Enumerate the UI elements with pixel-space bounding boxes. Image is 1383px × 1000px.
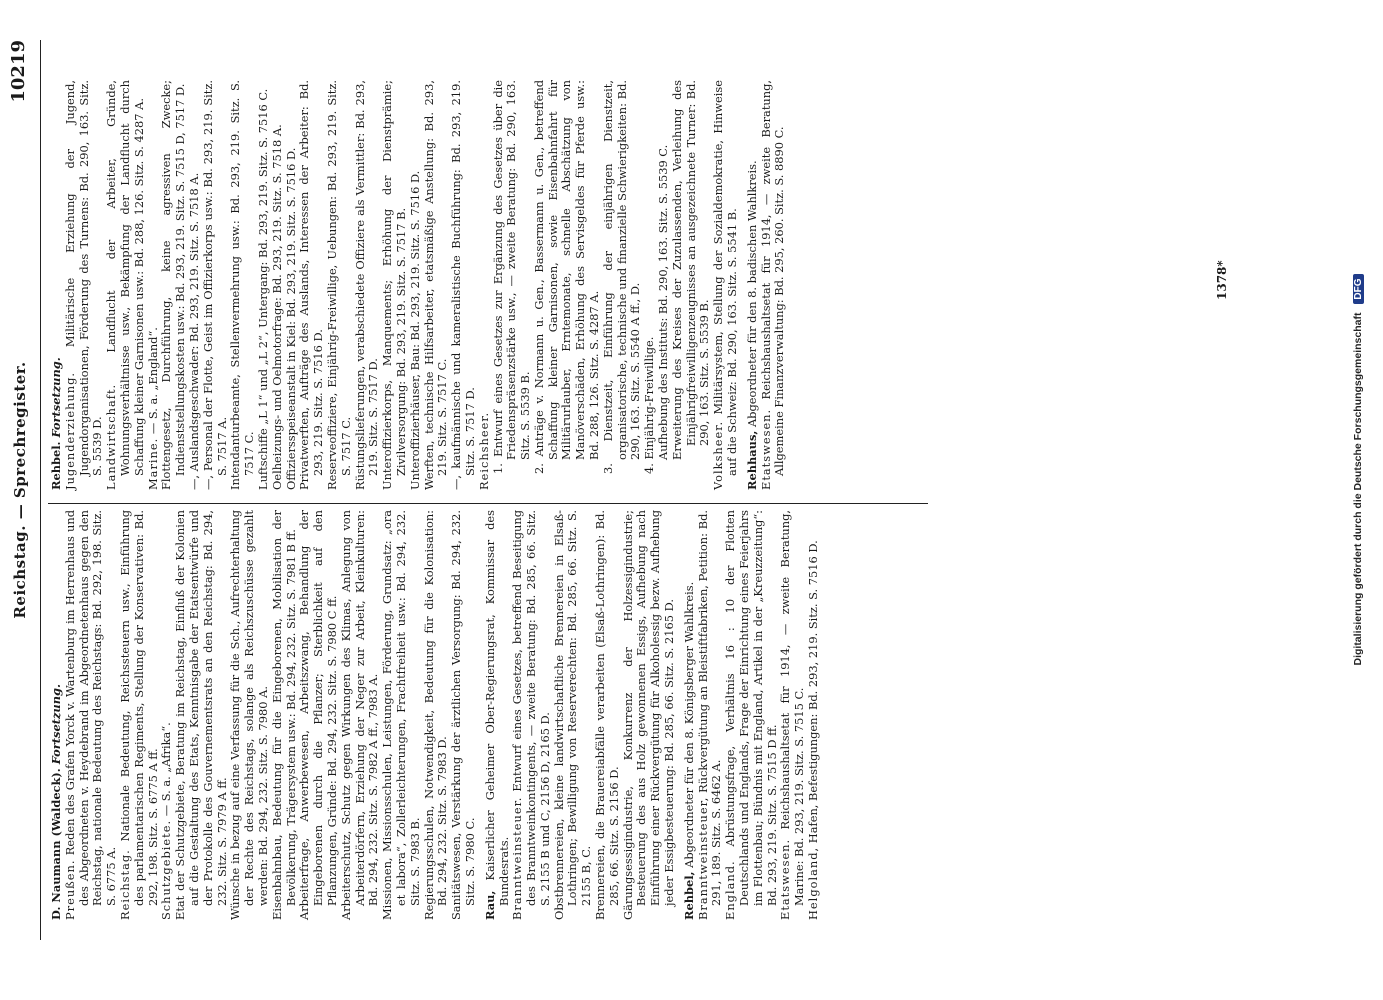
list-item [354, 80, 382, 490]
list-item [511, 510, 552, 920]
entry-text: Obstbrennereien, kleine landwirtschaftliche Brennereien in Elsaß-Lothringen; Bewilligung von Reserverechten: Bd. 285, 66. Sitz. S. 2155 B, C. [551, 510, 594, 920]
entry-key: Reichsheer. [476, 411, 491, 490]
entry-key: Helgoland, [806, 846, 821, 920]
list-item [423, 510, 451, 920]
entry-text: Etat der Schutzgebiete, Beratung im Reichstag, Einfluß der Kolonien auf die Gestaltung des Etats, Kenntnisgabe der Etatsentwürfe und der Protokolle des Gouvernementsrats an den Reichstag: Bd. 294, 232. Sitz. S. 7979 A ff. [173, 510, 229, 920]
entry-text: Luftschiffe „L 1“ und „L 2“, Untergang: Bd. 293, 219. Sitz. S. 7516 C. [255, 88, 270, 490]
entry-text: Eisenbahnbau, Bedeutung für die Eingeborenen, Mobilisation der Bevölkerung, Trägersystem usw.: Bd. 294, 232. Sitz. S. 7981 B ff. [269, 510, 298, 920]
entry-text: Oelheizungs- und Oelmotorfrage: Bd. 293, 219. Sitz. S. 7518 A. [269, 124, 284, 490]
entry-text: —, Auslandsgeschwader: Bd. 293, 219. Sitz. S. 7518 A. [186, 172, 201, 490]
list-item [105, 80, 146, 490]
list-item [492, 80, 533, 490]
list-item [271, 510, 299, 920]
entry-text: Militärsystem, Stellung der Sozialdemokratie, Hinweise auf die Schweiz: Bd. 290, 163. Sitz. S. 5541 B. [711, 80, 740, 476]
list-item [64, 80, 105, 490]
list-item [657, 80, 671, 490]
list-item [712, 80, 740, 490]
entry-text: Reserveoffiziere, Einjährig-Freiwillige, Uebungen: Bd. 293, 219. Sitz. S. 7517 C. [324, 80, 353, 490]
reichsheer-heading [478, 80, 492, 490]
entry-text: Erweiterung des Kreises der Zuzulassenden, Verleihung des Einjährigfreiwilligenzeugnisses an ausgezeichnete Turner: Bd. 290, 163. Sitz. S. 5539 B. [669, 80, 712, 460]
page-header [0, 40, 40, 940]
list-item [340, 510, 381, 920]
entry-text: Reden des Grafen Yorck v. Wartenburg im Herrenhaus und des Abgeordneten v. Heydebrand im Abgeordnetenhaus gegen den Reichstag, nationale Bedeutung des Reichstags: Bd. 292, 198. Sitz. S. 6775 A. [62, 510, 119, 906]
sheet-number: 1378* [1215, 260, 1229, 300]
entry-key: Marine. [145, 437, 160, 490]
list-item [622, 510, 677, 920]
list-item [697, 510, 725, 920]
entry-text: — S. a. „England“. [145, 327, 160, 435]
entry-text: Privatwerften, Aufträge des Auslands, Interessen der Arbeiter: Bd. 293, 219. Sitz. S. 7516 D. [297, 80, 326, 490]
reichsheer-items [492, 80, 658, 490]
list-item [202, 80, 230, 490]
entry-text: Entwurf eines Gesetzes, betreffend Beseitigung des Branntweinkontingents, — zweite Beratung: Bd. 285, 66. Sitz. S. 2155 B und C, 2156 D, 2165 D. [510, 510, 552, 906]
entry-text: Flottengesetz, Durchführung, keine agressiven Zwecke; Indienststellungskosten usw.: Bd. 293, 219. Sitz. S. 7515 D, 7517 D. [159, 80, 188, 490]
rau-heading [484, 510, 512, 920]
rehhaus-entries [760, 80, 788, 490]
funding-note [1352, 0, 1364, 960]
list-item [298, 80, 326, 490]
left-column [50, 510, 821, 920]
heading-prefix: D. [49, 902, 63, 920]
page-number: 10219 [8, 40, 29, 103]
funding-text: Digitalisierung gefördert durch die Deutsche Forschungsgemeinschaft [1352, 312, 1364, 666]
entry-key: Branntweinsteuer. [510, 796, 525, 920]
column-divider [48, 503, 928, 504]
entry-key: Schutzgebiete. [159, 819, 174, 920]
rehbel-name: Rehbel, [681, 871, 696, 920]
entry-text: —, Personal der Flotte, Geist im Offizierkorps usw.: Bd. 293, 219. Sitz. S. 7517 A. [200, 80, 229, 490]
list-item [298, 510, 339, 920]
entry-text: Gärungsessigindustrie, Konkurrenz der Holzessigindustrie; Besteuerung des aus Holz gewonnenen Essigs, Aufhebung nach Einführung einer Rückvergütung für Alkoholessig bezw. Aufhebung jeder Essigbesteuerung: Bd. 285, 66. Sitz. S. 2165 D. [620, 510, 677, 920]
entry-key: Branntweinsteuer, [695, 796, 710, 920]
list-item [423, 80, 451, 490]
right-entries [64, 80, 478, 490]
heading-name: Rehbel. [49, 441, 63, 490]
list-item [779, 510, 807, 920]
entry-key: Jugenderziehung. [62, 371, 77, 490]
entry-text: Intendanturbeamte, Stellenvermehrung usw.: Bd. 293, 219. Sitz. S. 7517 C. [228, 80, 257, 490]
entry-text: Reichshaushaltsetat für 1914, — zweite Beratung, Allgemeine Finanzverwaltung: Bd. 295, 260. Sitz. S. 8890 C. [758, 80, 787, 476]
entry-key: Etatswesen. [778, 838, 793, 920]
entry-text: Arbeiterschutz, Schutz gegen Wirkungen des Klimas, Anlegung von Arbeiterdörfern, Erziehung der Neger zur Arbeit, Kleinkulturen: Bd. 294, 232. Sitz. S. 7982 A ff., 7983 A. [338, 510, 381, 920]
list-item [671, 80, 712, 490]
entry-text: Werften, technische Hilfsarbeiter, etatsmäßige Anstellung: Bd. 293, 219. Sitz. S. 7517 C. [421, 80, 450, 490]
entry-text: Nationale Bedeutung, Reichssteuern usw., Einführung des parlamentarischen Regiments, Stellung der Konservativen: Bd. 292, 198. Sitz. S. 6775 A ff. [117, 510, 160, 906]
entry-text: 3. Dienstzeit, Einführung der einjährigen Dienstzeit, organisatorische, technische und finanzielle Schwierigkeiten: Bd. 290, 163. Sitz. S. 5540 A ff., D. [600, 80, 643, 474]
entry-text: Unteroffizierkorps, Manquements; Erhöhung der Dienstprämie; Zivilversorgung: Bd. 293, 219. Sitz. S. 7517 B. [380, 80, 408, 490]
entry-key: England. [723, 860, 738, 920]
entry-text: Arbeiterfrage, Anwerbewesen, Arbeitszwang, Behandlung der Eingeborenen durch die Pflanzer; Sterblichkeit auf den Pflanzungen, Gründe: Bd. 294, 232. Sitz. S. 7980 C ff. [297, 510, 339, 920]
rehhaus-heading [746, 80, 760, 490]
rau-name: Rau, [482, 890, 497, 920]
entry-text: Reichshaushaltsetat für 1914, — zweite Beratung, Marine: Bd. 293, 219. Sitz. S. 7515 C. [778, 510, 807, 906]
list-item [174, 510, 229, 920]
dfg-logo: DFG [1353, 275, 1364, 304]
rehhaus-title: Abgeordneter für den 8. badischen Wahlkreis. [744, 160, 759, 428]
entry-key: Reichstag. [117, 849, 132, 920]
entry-text: Aufhebung des Instituts: Bd. 290, 163. Sitz. S. 5539 C. [656, 144, 671, 460]
entry-key: Preußen. [62, 859, 77, 920]
rau-title: Kaiserlicher Geheimer Ober-Regierungsrat, Kommissar des Bundesrats. [482, 510, 511, 906]
list-item [450, 80, 478, 490]
list-item [160, 510, 174, 920]
entry-key: Volksheer. [711, 420, 726, 490]
list-item [188, 80, 202, 490]
rehbel-title: Abgeordneter für den 8. Königsberger Wahlkreis. [681, 581, 696, 868]
list-item [119, 510, 160, 920]
entry-text: Rückvergütung an Bleistiftfabriken, Petition: Bd. 291, 189. Sitz. S. 6462 A. [695, 510, 724, 906]
list-item [229, 510, 270, 920]
entry-key: Landwirtschaft. [104, 383, 119, 490]
list-item [64, 510, 119, 920]
list-item [285, 80, 299, 490]
reichsheer-subitems [657, 80, 712, 490]
list-item [450, 510, 478, 920]
entry-text: Abrüstungsfrage, Verhältnis 16 : 10 der Flotten Deutschlands und Englands, Frage der Einrichtung eines Feierjahrs im Flottenbau; Bündnis mit England, Artikel in der „Kreuzzeitung“: Bd. 293, 219. Sitz. S. 7515 D ff. [723, 509, 779, 906]
right-heading [50, 80, 64, 490]
list-item [381, 510, 422, 920]
rehbel-heading [683, 510, 697, 920]
list-item [229, 80, 257, 490]
entry-text: Wünsche in bezug auf eine Verfassung für die Sch., Aufrechterhaltung der Rechte des Reichstags, solange als Reichszuschüsse gezahlt werden: Bd. 294, 232. Sitz. S. 7980 A. [228, 510, 270, 920]
entry-text: 4. Einjährig-Freiwillige. [642, 336, 657, 474]
header-rule [40, 40, 41, 940]
list-item [381, 80, 409, 490]
entry-text: Unteroffizierhäuser, Bau: Bd. 293, 219. Sitz. S. 7516 D. [407, 170, 422, 490]
heading-continuation: Fortsetzung. [49, 357, 63, 438]
list-item [643, 80, 657, 490]
list-item [271, 80, 285, 490]
list-item [594, 510, 622, 920]
list-item [147, 80, 161, 490]
list-item [760, 80, 788, 490]
entry-text: Offiziersspeiseanstalt in Kiel: Bd. 293, 219. Sitz. S. 7516 D. [283, 147, 298, 490]
entry-text: Landflucht der Arbeiter, Gründe, Wohnungsverhältnisse usw., Bekämpfung der Landflucht durch Schaffung kleiner Garnisonen usw.: Bd. 288, 126. Sitz. S. 4287 A. [104, 80, 146, 476]
entry-key: Etatswesen. [758, 408, 773, 490]
entry-text: Brennereien, die Brauereiabfälle verarbeiten (Elsaß-Lothringen): Bd. 285, 66. Sitz. S. 2156 D. [593, 510, 621, 920]
left-entries [64, 510, 478, 920]
entry-text: 2. Anträge v. Normann u. Gen., Bassermann u. Gen., betreffend Schaffung kleiner Garnisonen, sowie Eisenbahnfahrt für Militärurlauber, Erntemonate, schnelle Abschätzung von Manöverschäden, Erhöhung des Servisgeldes für Pferde usw.: Bd. 288, 126. Sitz. S. 4287 A. [531, 80, 602, 474]
list-item [160, 80, 188, 490]
entry-text: Missionen, Missionsschulen, Leistungen, Förderung, Grundsatz: „ora et labora“, Zollerleichterungen, Frachtfreiheit usw.: Bd. 294, 232. Sitz. S. 7983 B. [380, 510, 422, 920]
entry-text: — S. a. „Afrika“. [159, 722, 174, 817]
entry-text: Sanitätswesen, Verstärkung der ärztlichen Versorgung: Bd. 294, 232. Sitz. S. 7980 C. [449, 510, 477, 920]
rehbel-entries [697, 510, 821, 920]
heading-suffix: (Waldeck). [49, 764, 63, 841]
heading-continuation: Fortsetzung. [49, 684, 63, 765]
list-item [602, 80, 643, 490]
entry-text: Rüstungslieferungen, verabschiedete Offiziere als Vermittler: Bd. 293, 219. Sitz. S. 7517 D. [352, 80, 381, 490]
list-item [533, 80, 602, 490]
entry-text: —, kaufmännische und kameralistische Buchführung: Bd. 293, 219. Sitz. S. 7517 D. [449, 80, 477, 490]
entry-text: Hafen, Befestigungen: Bd. 293, 219. Sitz. S. 7516 D. [806, 540, 821, 844]
list-item [553, 510, 594, 920]
rehhaus-name: Rehhaus, [744, 430, 759, 490]
running-title: Reichstag. — Sprechregister. [11, 361, 29, 619]
right-column [50, 80, 787, 490]
entry-text: Militärische Erziehung der Jugend, Jugendorganisationen, Förderung des Turnens: Bd. 290, 163. Sitz. S. 5539 D. [62, 80, 105, 476]
left-heading [50, 510, 64, 920]
list-item [409, 80, 423, 490]
entry-text: 1. Entwurf eines Gesetzes zur Ergänzung des Gesetzes über die Friedenspräsenzstärke usw., — zweite Beratung: Bd. 290, 163. Sitz. S. 5539 B. [490, 80, 533, 474]
list-item [257, 80, 271, 490]
list-item [724, 510, 779, 920]
list-item [807, 510, 821, 920]
more-entries [712, 80, 740, 490]
rau-entries [511, 510, 677, 920]
entry-text: Regierungsschulen, Notwendigkeit, Bedeutung für die Kolonisation: Bd. 294, 232. Sitz. S. 7983 D. [421, 510, 450, 920]
heading-name: Naumann [49, 840, 63, 903]
list-item [326, 80, 354, 490]
